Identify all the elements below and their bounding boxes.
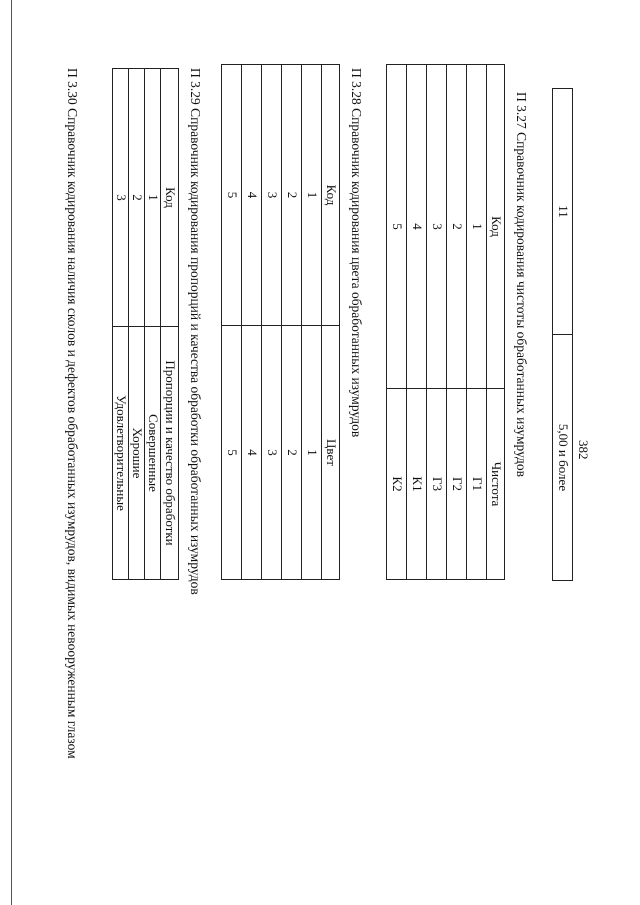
color-cell: 3 (262, 326, 282, 580)
purity-cell: Г2 (447, 389, 467, 580)
code-cell: 1 (302, 65, 322, 326)
table-row (447, 65, 467, 580)
header-code: Код (322, 65, 340, 326)
proportions-cell: Удовлетворительные (113, 327, 129, 580)
header-code: Код (161, 69, 179, 327)
table-row (145, 69, 161, 580)
table-row (467, 65, 487, 580)
code-cell: 5 (222, 65, 242, 326)
scan-edge-line (11, 0, 12, 905)
table-3-29-caption: П 3.29 Справочник кодирования пропорций и качества обработки обработанных изумрудов (188, 68, 203, 595)
proportions-table (112, 68, 179, 580)
color-cell: 1 (302, 326, 322, 580)
code-cell: 3 (113, 69, 129, 327)
proportions-cell: Совершенные (145, 327, 161, 580)
purity-table (386, 64, 505, 580)
table-3-30-caption: П 3.30 Справочник кодирования наличия сколов и дефектов обработанных изумрудов, видимых невооруженным глазом (65, 68, 80, 759)
code-cell: 2 (282, 65, 302, 326)
code-cell: 11 (553, 89, 573, 335)
table-header-row (487, 65, 505, 580)
continued-table (552, 88, 573, 581)
table-row (262, 65, 282, 580)
code-cell: 4 (242, 65, 262, 326)
purity-cell: Г1 (467, 389, 487, 580)
color-cell: 5 (222, 326, 242, 580)
table-header-row (161, 69, 179, 580)
table-3-27-caption: П 3.27 Справочник кодирования чистоты обработанных изумрудов (514, 92, 529, 478)
code-cell: 1 (145, 69, 161, 327)
table-row (113, 69, 129, 580)
table-row (407, 65, 427, 580)
code-cell: 2 (447, 65, 467, 389)
code-cell: 1 (467, 65, 487, 389)
proportions-cell: Хорошие (129, 327, 145, 580)
table-3-28-caption: П 3.28 Справочник кодирования цвета обработанных изумрудов (349, 68, 364, 438)
code-cell: 5 (387, 65, 407, 389)
header-purity: Чистота (487, 389, 505, 580)
purity-cell: Г3 (427, 389, 447, 580)
table-row (427, 65, 447, 580)
purity-cell: К1 (407, 389, 427, 580)
color-table (221, 64, 340, 580)
header-code: Код (487, 65, 505, 389)
purity-cell: К2 (387, 389, 407, 580)
code-cell: 2 (129, 69, 145, 327)
header-proportions: Пропорции и качество обработки (161, 327, 179, 580)
table-row (302, 65, 322, 580)
table-row (242, 65, 262, 580)
code-cell: 4 (407, 65, 427, 389)
page-number: 382 (576, 440, 591, 460)
table-row (553, 89, 573, 581)
color-cell: 4 (242, 326, 262, 580)
table-row (222, 65, 242, 580)
table-header-row (322, 65, 340, 580)
code-cell: 3 (427, 65, 447, 389)
table-row (129, 69, 145, 580)
code-cell: 3 (262, 65, 282, 326)
table-row (282, 65, 302, 580)
header-color: Цвет (322, 326, 340, 580)
value-cell: 5,00 и более (553, 335, 573, 581)
color-cell: 2 (282, 326, 302, 580)
table-row (387, 65, 407, 580)
